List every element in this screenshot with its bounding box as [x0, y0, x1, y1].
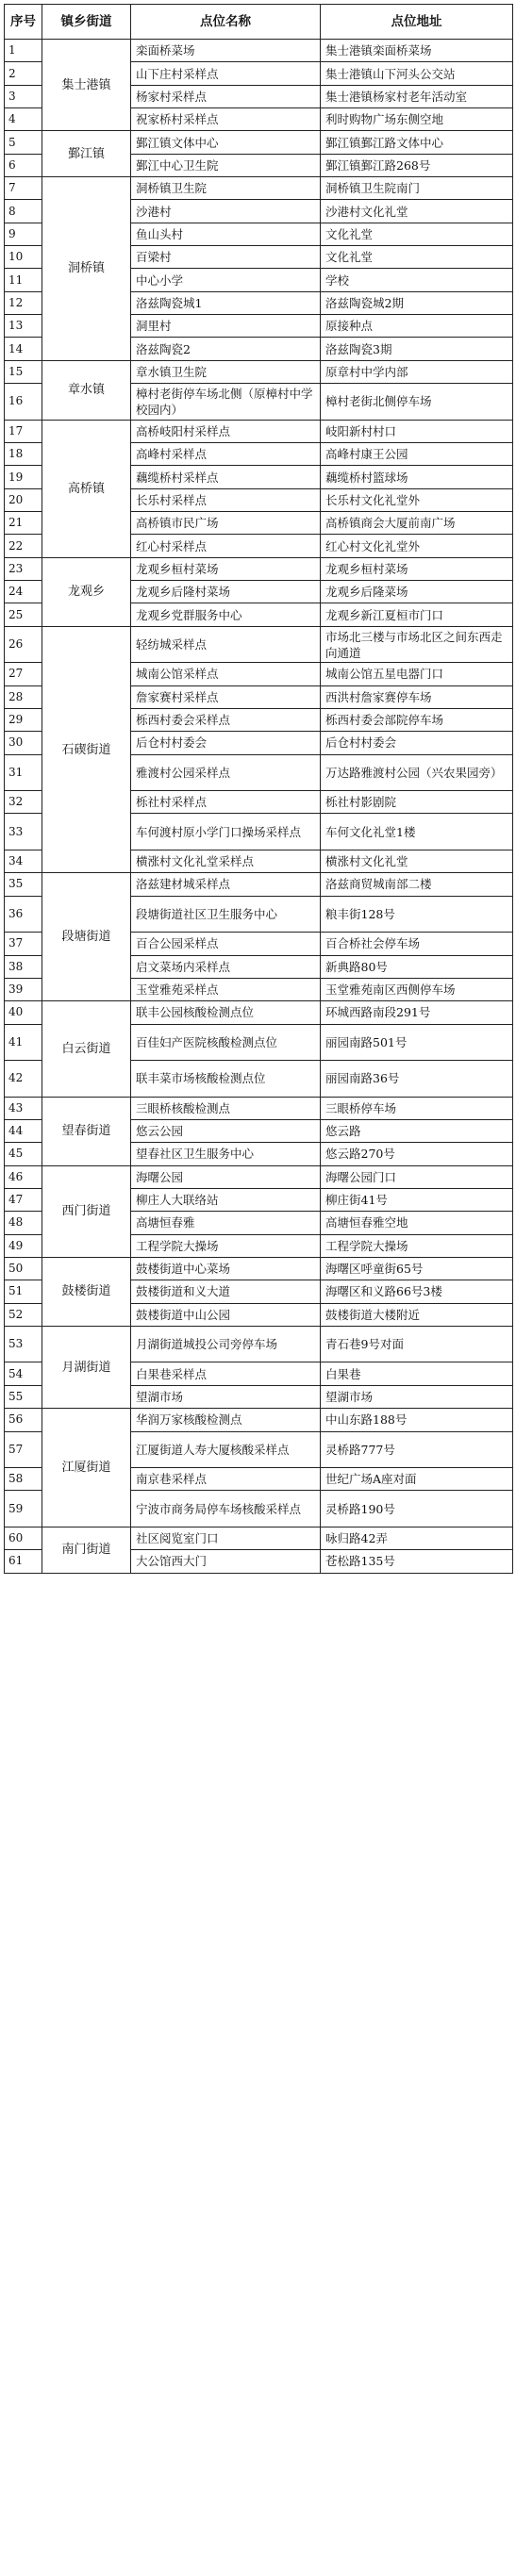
row-index: 47 [5, 1188, 42, 1211]
site-name: 栎西村委会采样点 [131, 708, 321, 731]
site-address: 原接种点 [321, 315, 513, 338]
site-address: 咏归路42弄 [321, 1527, 513, 1549]
row-index: 4 [5, 108, 42, 131]
row-index: 35 [5, 873, 42, 896]
site-name: 鼓楼街道和义大道 [131, 1280, 321, 1303]
site-name: 高桥岐阳村采样点 [131, 420, 321, 442]
row-index: 50 [5, 1257, 42, 1280]
row-index: 15 [5, 360, 42, 383]
row-index: 57 [5, 1431, 42, 1468]
site-name: 工程学院大操场 [131, 1234, 321, 1257]
town-name: 段塘街道 [42, 873, 131, 1001]
site-name: 雅渡村公园采样点 [131, 754, 321, 791]
site-address: 高桥镇商会大厦前南广场 [321, 512, 513, 535]
site-name: 江厦街道人寿大厦核酸采样点 [131, 1431, 321, 1468]
town-name: 南门街道 [42, 1527, 131, 1573]
site-name: 百佳妇产医院核酸检测点位 [131, 1024, 321, 1061]
site-name: 悠云公园 [131, 1119, 321, 1142]
row-index: 51 [5, 1280, 42, 1303]
table-row [5, 1001, 513, 1024]
site-address: 龙观乡新江夏桓市门口 [321, 603, 513, 626]
row-index: 12 [5, 291, 42, 314]
table-row [5, 1257, 513, 1280]
site-name: 洛兹陶瓷2 [131, 338, 321, 360]
site-address: 玉堂雅苑南区西侧停车场 [321, 978, 513, 1000]
site-address: 鼓楼街道大楼附近 [321, 1303, 513, 1326]
row-index: 33 [5, 814, 42, 850]
site-address: 灵桥路777号 [321, 1431, 513, 1468]
site-address: 高塘恒春雅空地 [321, 1212, 513, 1234]
site-name: 望春社区卫生服务中心 [131, 1143, 321, 1165]
row-index: 41 [5, 1024, 42, 1061]
town-name: 鄞江镇 [42, 131, 131, 177]
site-address: 环城西路南段291号 [321, 1001, 513, 1024]
row-index: 21 [5, 512, 42, 535]
table-row [5, 626, 513, 663]
row-index: 8 [5, 200, 42, 223]
header-index: 序号 [5, 5, 42, 40]
site-address: 中山东路188号 [321, 1409, 513, 1431]
site-address: 横涨村文化礼堂 [321, 850, 513, 872]
site-name: 车何渡村原小学门口操场采样点 [131, 814, 321, 850]
site-address: 工程学院大操场 [321, 1234, 513, 1257]
row-index: 52 [5, 1303, 42, 1326]
site-name: 百梁村 [131, 246, 321, 269]
site-name: 洞桥镇卫生院 [131, 177, 321, 200]
row-index: 32 [5, 791, 42, 814]
site-address: 文化礼堂 [321, 246, 513, 269]
site-address: 集士港镇山下河头公交站 [321, 62, 513, 85]
site-address: 利时购物广场东侧空地 [321, 108, 513, 131]
sampling-points-table-container [4, 4, 512, 1574]
row-index: 55 [5, 1385, 42, 1408]
site-name: 高桥镇市民广场 [131, 512, 321, 535]
row-index: 54 [5, 1362, 42, 1385]
site-address: 世纪广场A座对面 [321, 1468, 513, 1491]
table-row [5, 177, 513, 200]
site-name: 栎社村采样点 [131, 791, 321, 814]
site-name: 詹家赛村采样点 [131, 685, 321, 708]
site-address: 樟村老街北侧停车场 [321, 384, 513, 421]
site-address: 海曙区呼童街65号 [321, 1257, 513, 1280]
row-index: 25 [5, 603, 42, 626]
row-index: 10 [5, 246, 42, 269]
site-address: 龙观乡桓村菜场 [321, 557, 513, 580]
row-index: 40 [5, 1001, 42, 1024]
header-row [5, 5, 513, 40]
town-name: 鼓楼街道 [42, 1257, 131, 1326]
site-name: 洞里村 [131, 315, 321, 338]
table-row [5, 1097, 513, 1119]
site-name: 海曙公园 [131, 1165, 321, 1188]
row-index: 20 [5, 488, 42, 511]
town-name: 白云街道 [42, 1001, 131, 1097]
site-address: 丽园南路36号 [321, 1061, 513, 1098]
row-index: 1 [5, 40, 42, 62]
site-address: 海曙公园门口 [321, 1165, 513, 1188]
site-name: 段塘街道社区卫生服务中心 [131, 896, 321, 933]
site-name: 杨家村采样点 [131, 85, 321, 107]
site-name: 联丰公园核酸检测点位 [131, 1001, 321, 1024]
row-index: 37 [5, 933, 42, 955]
site-address: 海曙区和义路66号3楼 [321, 1280, 513, 1303]
site-address: 鄞江镇鄞江路文体中心 [321, 131, 513, 154]
site-name: 沙港村 [131, 200, 321, 223]
row-index: 43 [5, 1097, 42, 1119]
site-address: 悠云路 [321, 1119, 513, 1142]
row-index: 61 [5, 1550, 42, 1573]
row-index: 5 [5, 131, 42, 154]
site-name: 栾面桥菜场 [131, 40, 321, 62]
row-index: 39 [5, 978, 42, 1000]
header-site-name: 点位名称 [131, 5, 321, 40]
site-address: 集士港镇杨家村老年活动室 [321, 85, 513, 107]
row-index: 23 [5, 557, 42, 580]
site-name: 月湖街道城投公司旁停车场 [131, 1326, 321, 1362]
site-name: 龙观乡桓村菜场 [131, 557, 321, 580]
row-index: 9 [5, 223, 42, 245]
table-row [5, 1527, 513, 1549]
site-address: 市场北三楼与市场北区之间东西走向通道 [321, 626, 513, 663]
site-name: 祝家桥村采样点 [131, 108, 321, 131]
site-address: 苍松路135号 [321, 1550, 513, 1573]
site-name: 启文菜场内采样点 [131, 955, 321, 978]
site-address: 沙港村文化礼堂 [321, 200, 513, 223]
site-name: 百合公园采样点 [131, 933, 321, 955]
header-town: 镇乡街道 [42, 5, 131, 40]
table-row [5, 1409, 513, 1431]
site-address: 城南公馆五星电器门口 [321, 663, 513, 685]
site-name: 樟村老街停车场北侧（原樟村中学校园内） [131, 384, 321, 421]
site-address: 红心村文化礼堂外 [321, 535, 513, 557]
site-address: 鄞江镇鄞江路268号 [321, 154, 513, 176]
row-index: 48 [5, 1212, 42, 1234]
site-name: 后仓村村委会 [131, 732, 321, 754]
site-address: 白果巷 [321, 1362, 513, 1385]
site-name: 鄞江镇文体中心 [131, 131, 321, 154]
site-name: 柳庄人大联络站 [131, 1188, 321, 1211]
site-name: 高塘恒春雅 [131, 1212, 321, 1234]
site-address: 望湖市场 [321, 1385, 513, 1408]
row-index: 38 [5, 955, 42, 978]
table-body [5, 40, 513, 1574]
site-address: 洛兹商贸城南部二楼 [321, 873, 513, 896]
row-index: 19 [5, 466, 42, 488]
row-index: 11 [5, 269, 42, 291]
row-index: 58 [5, 1468, 42, 1491]
site-address: 丽园南路501号 [321, 1024, 513, 1061]
row-index: 46 [5, 1165, 42, 1188]
site-address: 文化礼堂 [321, 223, 513, 245]
row-index: 13 [5, 315, 42, 338]
site-name: 大公馆西大门 [131, 1550, 321, 1573]
table-row [5, 1326, 513, 1362]
row-index: 49 [5, 1234, 42, 1257]
site-name: 联丰菜市场核酸检测点位 [131, 1061, 321, 1098]
town-name: 西门街道 [42, 1165, 131, 1257]
town-name: 江厦街道 [42, 1409, 131, 1527]
row-index: 24 [5, 581, 42, 603]
site-name: 三眼桥核酸检测点 [131, 1097, 321, 1119]
town-name: 集士港镇 [42, 40, 131, 131]
site-address: 原章村中学内部 [321, 360, 513, 383]
site-name: 高峰村采样点 [131, 443, 321, 466]
site-name: 藕缆桥村采样点 [131, 466, 321, 488]
site-name: 轻纺城采样点 [131, 626, 321, 663]
town-name: 望春街道 [42, 1097, 131, 1165]
row-index: 29 [5, 708, 42, 731]
site-address: 三眼桥停车场 [321, 1097, 513, 1119]
site-address: 高峰村康王公园 [321, 443, 513, 466]
row-index: 31 [5, 754, 42, 791]
town-name: 章水镇 [42, 360, 131, 420]
site-name: 南京巷采样点 [131, 1468, 321, 1491]
row-index: 7 [5, 177, 42, 200]
row-index: 14 [5, 338, 42, 360]
row-index: 59 [5, 1491, 42, 1527]
site-name: 宁波市商务局停车场核酸采样点 [131, 1491, 321, 1527]
row-index: 36 [5, 896, 42, 933]
table-row [5, 873, 513, 896]
site-name: 横涨村文化礼堂采样点 [131, 850, 321, 872]
table-row [5, 557, 513, 580]
site-address: 洛兹陶瓷3期 [321, 338, 513, 360]
town-name: 月湖街道 [42, 1326, 131, 1408]
site-name: 华润万家核酸检测点 [131, 1409, 321, 1431]
row-index: 56 [5, 1409, 42, 1431]
row-index: 53 [5, 1326, 42, 1362]
town-name: 龙观乡 [42, 557, 131, 626]
site-address: 灵桥路190号 [321, 1491, 513, 1527]
site-address: 车何文化礼堂1楼 [321, 814, 513, 850]
row-index: 2 [5, 62, 42, 85]
site-name: 鄞江中心卫生院 [131, 154, 321, 176]
site-name: 洛兹陶瓷城1 [131, 291, 321, 314]
table-row [5, 360, 513, 383]
site-name: 章水镇卫生院 [131, 360, 321, 383]
site-address: 栎社村影剧院 [321, 791, 513, 814]
site-address: 龙观乡后隆菜场 [321, 581, 513, 603]
site-address: 学校 [321, 269, 513, 291]
town-name: 洞桥镇 [42, 177, 131, 361]
site-name: 白果巷采样点 [131, 1362, 321, 1385]
site-name: 长乐村采样点 [131, 488, 321, 511]
row-index: 42 [5, 1061, 42, 1098]
site-address: 西洪村詹家赛停车场 [321, 685, 513, 708]
site-address: 青石巷9号对面 [321, 1326, 513, 1362]
site-address: 新典路80号 [321, 955, 513, 978]
row-index: 60 [5, 1527, 42, 1549]
row-index: 3 [5, 85, 42, 107]
row-index: 30 [5, 732, 42, 754]
row-index: 28 [5, 685, 42, 708]
site-name: 龙观乡党群服务中心 [131, 603, 321, 626]
site-name: 玉堂雅苑采样点 [131, 978, 321, 1000]
town-name: 石碶街道 [42, 626, 131, 873]
site-address: 洞桥镇卫生院南门 [321, 177, 513, 200]
row-index: 18 [5, 443, 42, 466]
table-row [5, 131, 513, 154]
header-site-address: 点位地址 [321, 5, 513, 40]
table-row [5, 1165, 513, 1188]
site-name: 山下庄村采样点 [131, 62, 321, 85]
site-address: 藕缆桥村篮球场 [321, 466, 513, 488]
site-name: 城南公馆采样点 [131, 663, 321, 685]
row-index: 16 [5, 384, 42, 421]
row-index: 26 [5, 626, 42, 663]
town-name: 高桥镇 [42, 420, 131, 557]
row-index: 34 [5, 850, 42, 872]
row-index: 22 [5, 535, 42, 557]
site-name: 鼓楼街道中山公园 [131, 1303, 321, 1326]
site-address: 悠云路270号 [321, 1143, 513, 1165]
site-name: 社区阅览室门口 [131, 1527, 321, 1549]
row-index: 44 [5, 1119, 42, 1142]
site-name: 鱼山头村 [131, 223, 321, 245]
row-index: 17 [5, 420, 42, 442]
site-name: 望湖市场 [131, 1385, 321, 1408]
table-row [5, 420, 513, 442]
site-name: 鼓楼街道中心菜场 [131, 1257, 321, 1280]
site-address: 万达路雅渡村公园（兴农果园旁） [321, 754, 513, 791]
site-address: 岐阳新村村口 [321, 420, 513, 442]
site-address: 百合桥社会停车场 [321, 933, 513, 955]
row-index: 45 [5, 1143, 42, 1165]
site-address: 集士港镇栾面桥菜场 [321, 40, 513, 62]
row-index: 27 [5, 663, 42, 685]
site-address: 后仓村村委会 [321, 732, 513, 754]
row-index: 6 [5, 154, 42, 176]
site-address: 洛兹陶瓷城2期 [321, 291, 513, 314]
sampling-points-table [4, 4, 513, 1574]
site-name: 中心小学 [131, 269, 321, 291]
site-name: 洛兹建材城采样点 [131, 873, 321, 896]
site-address: 长乐村文化礼堂外 [321, 488, 513, 511]
site-name: 红心村采样点 [131, 535, 321, 557]
table-row [5, 40, 513, 62]
site-name: 龙观乡后隆村菜场 [131, 581, 321, 603]
site-address: 栎西村委会部院停车场 [321, 708, 513, 731]
site-address: 粮丰街128号 [321, 896, 513, 933]
site-address: 柳庄街41号 [321, 1188, 513, 1211]
